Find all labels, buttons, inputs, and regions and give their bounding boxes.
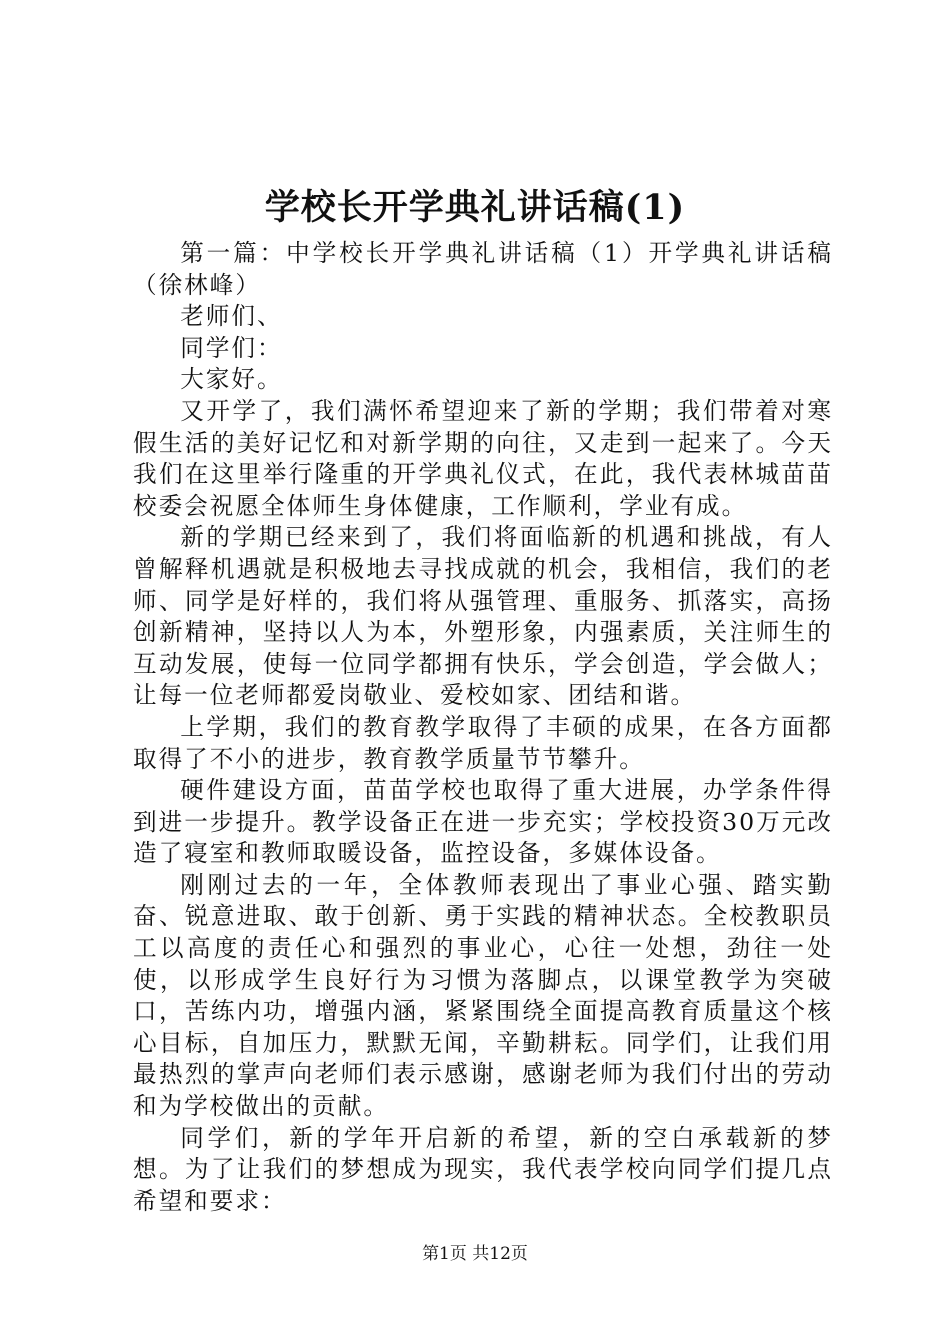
paragraph-greeting-students: 同学们：: [180, 333, 283, 362]
paragraph: 同学们，新的学年开启新的希望，新的空白承载新的梦想。为了让我们的梦想成为现实，我代表学校向同学们提几点希望和要求：: [133, 1123, 833, 1215]
paragraph-greeting-all: 大家好。: [180, 365, 283, 394]
paragraph: 上学期，我们的教育教学取得了丰硕的成果，在各方面都取得了不小的进步，教育教学质量节节攀升。: [133, 712, 833, 773]
page-number-footer: 第1页 共12页: [422, 1244, 528, 1264]
document-title: 学校长开学典礼讲话稿(1): [264, 187, 686, 228]
paragraph: 又开学了，我们满怀希望迎来了新的学期；我们带着对寒假生活的美好记忆和对新学期的向往，又走到一起来了。今天我们在这里举行隆重的开学典礼仪式，在此，我代表林城苗苗校委会祝愿全体师生身体健康，工作顺利，学业有成。: [133, 396, 833, 520]
document-body: [133, 238, 833, 1217]
paragraph: 硬件建设方面，苗苗学校也取得了重大进展，办学条件得到进一步提升。教学设备正在进一步充实；学校投资30万元改造了寝室和教师取暖设备，监控设备，多媒体设备。: [133, 776, 833, 868]
paragraph: 刚刚过去的一年，全体教师表现出了事业心强、踏实勤奋、锐意进取、敢于创新、勇于实践的精神状态。全校教职员工以高度的责任心和强烈的事业心，心往一处想，劲往一处使，以形成学生良好行为习惯为落脚点，以课堂教学为突破口，苦练内功，增强内涵，紧紧围绕全面提高教育质量这个核心目标，自加压力，默默无闻，辛勤耕耘。同学们，让我们用最热烈的掌声向老师们表示感谢，感谢老师为我们付出的劳动和为学校做出的贡献。: [133, 870, 833, 1121]
paragraph: 新的学期已经来到了，我们将面临新的机遇和挑战，有人曾解释机遇就是积极地去寻找成就的机会，我相信，我们的老师、同学是好样的，我们将从强管理、重服务、抓落实，高扬创新精神，坚持以人为本，外塑形象，内强素质，关注师生的互动发展，使每一位同学都拥有快乐，学会创造，学会做人；让每一位老师都爱岗敬业、爱校如家、团结和谐。: [133, 523, 833, 710]
paragraph-heading: 第一篇：中学校长开学典礼讲话稿（1）开学典礼讲话稿（徐林峰）: [133, 239, 833, 299]
paragraph-greeting-teachers: 老师们、: [180, 302, 283, 331]
